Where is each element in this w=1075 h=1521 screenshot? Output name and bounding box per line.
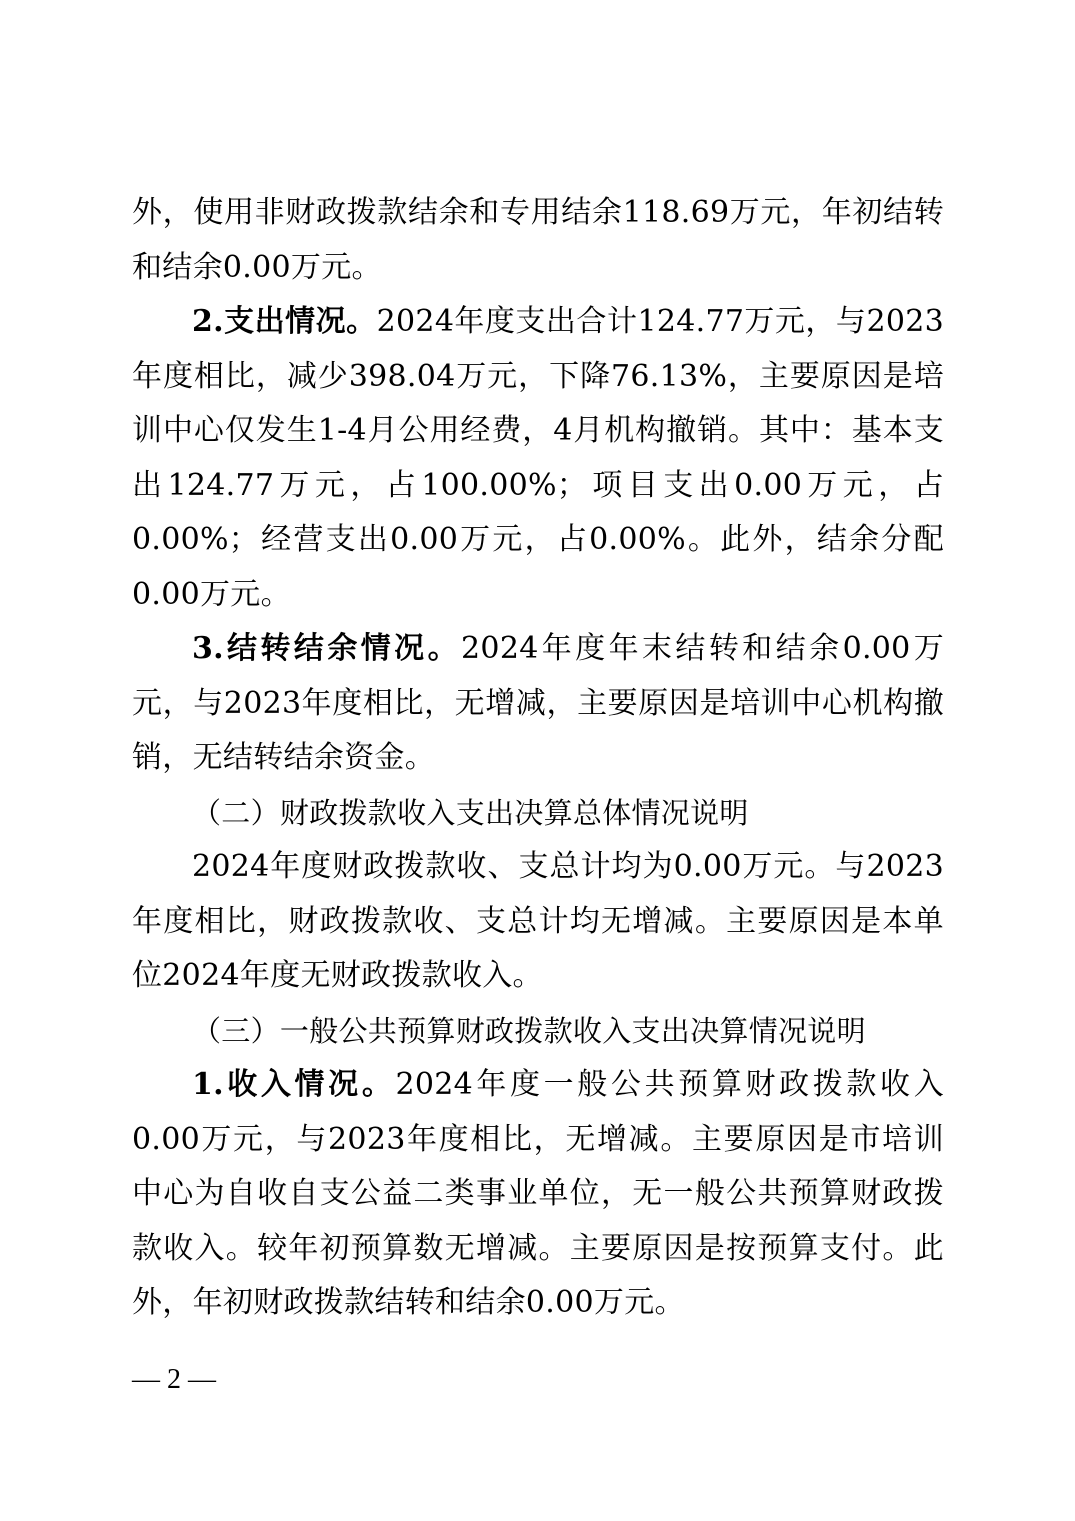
page-number: — 2 — xyxy=(132,1364,216,1395)
section-lead-carryover: 3.结转结余情况。 xyxy=(192,631,462,666)
paragraph-income-continued xyxy=(132,186,944,295)
section-lead-income: 1.收入情况。 xyxy=(192,1067,396,1102)
heading-text: （二）财政拨款收入支出决算总体情况说明 xyxy=(192,795,749,830)
section-lead-expenditure: 2.支出情况。 xyxy=(192,304,377,339)
paragraph-text: 外，使用非财政拨款结余和专用结余118.69万元，年初结转和结余0.00万元。 xyxy=(132,195,944,285)
paragraph-text: 2024年度一般公共预算财政拨款收入0.00万元，与2023年度相比，无增减。主要原因是市培训中心为自收自支公益二类事业单位，无一般公共预算财政拨款收入。较年初预算数无增减。主要原因是按预算支付。此外，年初财政拨款结转和结余0.00万元。 xyxy=(132,1067,944,1320)
paragraph-text: 2024年度财政拨款收、支总计均为0.00万元。与2023年度相比，财政拨款收、支总计均无增减。主要原因是本单位2024年度无财政拨款收入。 xyxy=(132,849,944,993)
document-body xyxy=(132,186,944,1331)
section-heading-fiscal-overview xyxy=(132,786,944,841)
paragraph-text: 2024年度年末结转和结余0.00万元，与2023年度相比，无增减，主要原因是培训中心机构撤销，无结转结余资金。 xyxy=(132,631,944,775)
paragraph-text: 2024年度支出合计124.77万元，与2023年度相比，减少398.04万元，下降76.13%，主要原因是培训中心仅发生1-4月公用经费，4月机构撤销。其中：基本支出124.77万元，占100.00%；项目支出0.00万元，占0.00%；经营支出0.00万元，占0.00%。此外，结余分配0.00万元。 xyxy=(132,304,944,612)
paragraph-carryover xyxy=(132,622,944,786)
paragraph-expenditure xyxy=(132,295,944,622)
heading-text: （三）一般公共预算财政拨款收入支出决算情况说明 xyxy=(192,1013,866,1048)
paragraph-general-budget-income xyxy=(132,1058,944,1331)
section-heading-general-budget xyxy=(132,1004,944,1059)
paragraph-fiscal-overview xyxy=(132,840,944,1004)
